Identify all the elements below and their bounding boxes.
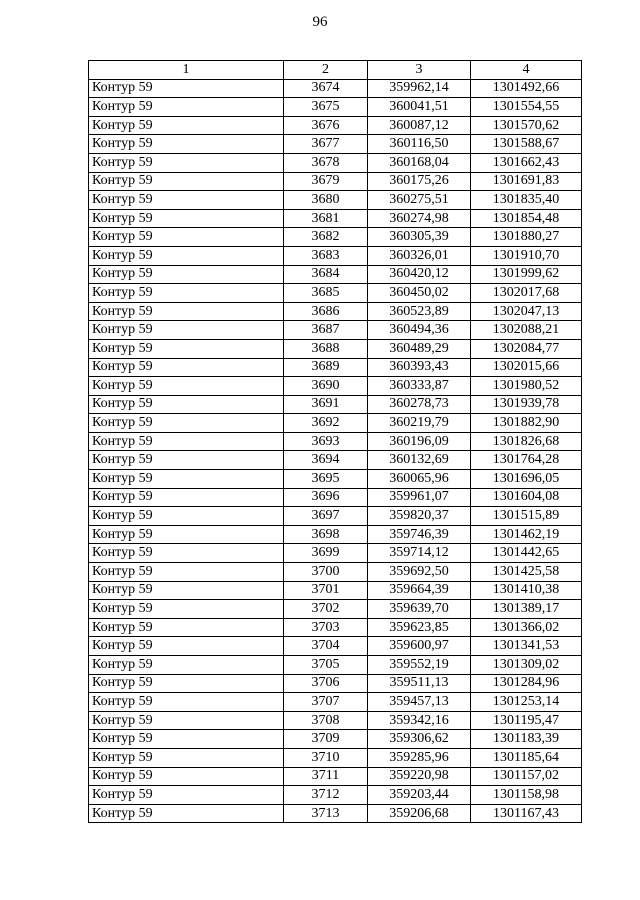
table-row	[89, 563, 582, 582]
table-header	[89, 61, 582, 80]
y-coordinate-cell: 1301462,19	[471, 525, 582, 544]
y-coordinate-cell: 1301882,90	[471, 414, 582, 433]
contour-name-cell: Контур 59	[89, 246, 284, 265]
point-number-cell: 3678	[284, 153, 368, 172]
contour-name-cell: Контур 59	[89, 674, 284, 693]
x-coordinate-cell: 360494,36	[368, 321, 471, 340]
x-coordinate-cell: 359511,13	[368, 674, 471, 693]
point-number-cell: 3700	[284, 563, 368, 582]
point-number-cell: 3693	[284, 432, 368, 451]
contour-name-cell: Контур 59	[89, 209, 284, 228]
table-row	[89, 804, 582, 823]
table-row	[89, 116, 582, 135]
point-number-cell: 3694	[284, 451, 368, 470]
point-number-cell: 3703	[284, 618, 368, 637]
point-number-cell: 3690	[284, 377, 368, 396]
point-number-cell: 3705	[284, 656, 368, 675]
contour-name-cell: Контур 59	[89, 600, 284, 619]
contour-name-cell: Контур 59	[89, 191, 284, 210]
y-coordinate-cell: 1301604,08	[471, 488, 582, 507]
contour-name-cell: Контур 59	[89, 284, 284, 303]
point-number-cell: 3699	[284, 544, 368, 563]
contour-name-cell: Контур 59	[89, 804, 284, 823]
table-row	[89, 600, 582, 619]
contour-name-cell: Контур 59	[89, 339, 284, 358]
table-row	[89, 544, 582, 563]
x-coordinate-cell: 359457,13	[368, 693, 471, 712]
x-coordinate-cell: 359203,44	[368, 786, 471, 805]
contour-name-cell: Контур 59	[89, 748, 284, 767]
y-coordinate-cell: 1301442,65	[471, 544, 582, 563]
y-coordinate-cell: 1301309,02	[471, 656, 582, 675]
table-row	[89, 748, 582, 767]
table-row	[89, 656, 582, 675]
x-coordinate-cell: 359639,70	[368, 600, 471, 619]
contour-name-cell: Контур 59	[89, 730, 284, 749]
contour-name-cell: Контур 59	[89, 228, 284, 247]
y-coordinate-cell: 1301515,89	[471, 507, 582, 526]
y-coordinate-cell: 1301588,67	[471, 135, 582, 154]
x-coordinate-cell: 360041,51	[368, 98, 471, 117]
contour-name-cell: Контур 59	[89, 488, 284, 507]
contour-name-cell: Контур 59	[89, 358, 284, 377]
y-coordinate-cell: 1301939,78	[471, 395, 582, 414]
point-number-cell: 3713	[284, 804, 368, 823]
table-row	[89, 414, 582, 433]
table-row	[89, 786, 582, 805]
y-coordinate-cell: 1301554,55	[471, 98, 582, 117]
y-coordinate-cell: 1302047,13	[471, 302, 582, 321]
table-row	[89, 395, 582, 414]
x-coordinate-cell: 360420,12	[368, 265, 471, 284]
contour-name-cell: Контур 59	[89, 618, 284, 637]
header-cell-1: 1	[89, 61, 284, 80]
y-coordinate-cell: 1302017,68	[471, 284, 582, 303]
point-number-cell: 3684	[284, 265, 368, 284]
x-coordinate-cell: 359961,07	[368, 488, 471, 507]
x-coordinate-cell: 359285,96	[368, 748, 471, 767]
y-coordinate-cell: 1301696,05	[471, 470, 582, 489]
contour-name-cell: Контур 59	[89, 98, 284, 117]
x-coordinate-cell: 359820,37	[368, 507, 471, 526]
x-coordinate-cell: 360065,96	[368, 470, 471, 489]
point-number-cell: 3686	[284, 302, 368, 321]
table-row	[89, 172, 582, 191]
x-coordinate-cell: 360196,09	[368, 432, 471, 451]
x-coordinate-cell: 360489,29	[368, 339, 471, 358]
point-number-cell: 3702	[284, 600, 368, 619]
point-number-cell: 3709	[284, 730, 368, 749]
point-number-cell: 3677	[284, 135, 368, 154]
contour-name-cell: Контур 59	[89, 767, 284, 786]
y-coordinate-cell: 1301835,40	[471, 191, 582, 210]
y-coordinate-cell: 1301366,02	[471, 618, 582, 637]
point-number-cell: 3708	[284, 711, 368, 730]
table-row	[89, 618, 582, 637]
x-coordinate-cell: 359342,16	[368, 711, 471, 730]
y-coordinate-cell: 1301410,38	[471, 581, 582, 600]
x-coordinate-cell: 360393,43	[368, 358, 471, 377]
point-number-cell: 3711	[284, 767, 368, 786]
contour-name-cell: Контур 59	[89, 711, 284, 730]
point-number-cell: 3675	[284, 98, 368, 117]
table-row	[89, 265, 582, 284]
contour-name-cell: Контур 59	[89, 414, 284, 433]
x-coordinate-cell: 360175,26	[368, 172, 471, 191]
table-row	[89, 693, 582, 712]
table-row	[89, 377, 582, 396]
table-row	[89, 153, 582, 172]
table-row	[89, 488, 582, 507]
contour-name-cell: Контур 59	[89, 302, 284, 321]
x-coordinate-cell: 359552,19	[368, 656, 471, 675]
x-coordinate-cell: 359664,39	[368, 581, 471, 600]
point-number-cell: 3674	[284, 79, 368, 98]
y-coordinate-cell: 1301183,39	[471, 730, 582, 749]
table-row	[89, 432, 582, 451]
y-coordinate-cell: 1301185,64	[471, 748, 582, 767]
x-coordinate-cell: 360274,98	[368, 209, 471, 228]
point-number-cell: 3689	[284, 358, 368, 377]
contour-name-cell: Контур 59	[89, 693, 284, 712]
y-coordinate-cell: 1301195,47	[471, 711, 582, 730]
table-row	[89, 451, 582, 470]
point-number-cell: 3681	[284, 209, 368, 228]
point-number-cell: 3682	[284, 228, 368, 247]
y-coordinate-cell: 1301662,43	[471, 153, 582, 172]
y-coordinate-cell: 1301999,62	[471, 265, 582, 284]
contour-name-cell: Контур 59	[89, 656, 284, 675]
point-number-cell: 3710	[284, 748, 368, 767]
y-coordinate-cell: 1301764,28	[471, 451, 582, 470]
x-coordinate-cell: 359600,97	[368, 637, 471, 656]
contour-name-cell: Контур 59	[89, 470, 284, 489]
table-body	[89, 79, 582, 823]
point-number-cell: 3680	[284, 191, 368, 210]
x-coordinate-cell: 360326,01	[368, 246, 471, 265]
y-coordinate-cell: 1301158,98	[471, 786, 582, 805]
contour-name-cell: Контур 59	[89, 544, 284, 563]
header-cell-2: 2	[284, 61, 368, 80]
contour-name-cell: Контур 59	[89, 507, 284, 526]
header-cell-3: 3	[368, 61, 471, 80]
x-coordinate-cell: 359692,50	[368, 563, 471, 582]
y-coordinate-cell: 1301284,96	[471, 674, 582, 693]
contour-name-cell: Контур 59	[89, 395, 284, 414]
header-cell-4: 4	[471, 61, 582, 80]
x-coordinate-cell: 359220,98	[368, 767, 471, 786]
contour-name-cell: Контур 59	[89, 581, 284, 600]
y-coordinate-cell: 1301425,58	[471, 563, 582, 582]
x-coordinate-cell: 360219,79	[368, 414, 471, 433]
y-coordinate-cell: 1301157,02	[471, 767, 582, 786]
y-coordinate-cell: 1301826,68	[471, 432, 582, 451]
y-coordinate-cell: 1301389,17	[471, 600, 582, 619]
y-coordinate-cell: 1301880,27	[471, 228, 582, 247]
x-coordinate-cell: 360132,69	[368, 451, 471, 470]
table-row	[89, 674, 582, 693]
x-coordinate-cell: 360523,89	[368, 302, 471, 321]
table-row	[89, 358, 582, 377]
table-row	[89, 339, 582, 358]
header-row	[89, 61, 582, 80]
point-number-cell: 3691	[284, 395, 368, 414]
table-row	[89, 135, 582, 154]
contour-name-cell: Контур 59	[89, 451, 284, 470]
point-number-cell: 3692	[284, 414, 368, 433]
table-row	[89, 284, 582, 303]
table-row	[89, 525, 582, 544]
point-number-cell: 3676	[284, 116, 368, 135]
table-row	[89, 191, 582, 210]
y-coordinate-cell: 1301980,52	[471, 377, 582, 396]
contour-name-cell: Контур 59	[89, 135, 284, 154]
contour-name-cell: Контур 59	[89, 321, 284, 340]
y-coordinate-cell: 1301253,14	[471, 693, 582, 712]
y-coordinate-cell: 1302015,66	[471, 358, 582, 377]
x-coordinate-cell: 359962,14	[368, 79, 471, 98]
contour-name-cell: Контур 59	[89, 786, 284, 805]
y-coordinate-cell: 1302088,21	[471, 321, 582, 340]
y-coordinate-cell: 1301167,43	[471, 804, 582, 823]
point-number-cell: 3688	[284, 339, 368, 358]
x-coordinate-cell: 360278,73	[368, 395, 471, 414]
point-number-cell: 3707	[284, 693, 368, 712]
point-number-cell: 3704	[284, 637, 368, 656]
contour-name-cell: Контур 59	[89, 79, 284, 98]
point-number-cell: 3701	[284, 581, 368, 600]
table-row	[89, 302, 582, 321]
point-number-cell: 3687	[284, 321, 368, 340]
x-coordinate-cell: 360116,50	[368, 135, 471, 154]
table-row	[89, 321, 582, 340]
point-number-cell: 3695	[284, 470, 368, 489]
table-row	[89, 711, 582, 730]
point-number-cell: 3698	[284, 525, 368, 544]
x-coordinate-cell: 360275,51	[368, 191, 471, 210]
x-coordinate-cell: 359746,39	[368, 525, 471, 544]
x-coordinate-cell: 359714,12	[368, 544, 471, 563]
y-coordinate-cell: 1301854,48	[471, 209, 582, 228]
contour-name-cell: Контур 59	[89, 116, 284, 135]
point-number-cell: 3696	[284, 488, 368, 507]
x-coordinate-cell: 360087,12	[368, 116, 471, 135]
y-coordinate-cell: 1301341,53	[471, 637, 582, 656]
y-coordinate-cell: 1301492,66	[471, 79, 582, 98]
y-coordinate-cell: 1302084,77	[471, 339, 582, 358]
x-coordinate-cell: 359306,62	[368, 730, 471, 749]
point-number-cell: 3712	[284, 786, 368, 805]
contour-name-cell: Контур 59	[89, 637, 284, 656]
table-row	[89, 637, 582, 656]
table-row	[89, 730, 582, 749]
table-row	[89, 98, 582, 117]
contour-name-cell: Контур 59	[89, 432, 284, 451]
contour-name-cell: Контур 59	[89, 172, 284, 191]
table-row	[89, 246, 582, 265]
x-coordinate-cell: 360168,04	[368, 153, 471, 172]
x-coordinate-cell: 359623,85	[368, 618, 471, 637]
y-coordinate-cell: 1301910,70	[471, 246, 582, 265]
table-row	[89, 581, 582, 600]
contour-name-cell: Контур 59	[89, 153, 284, 172]
y-coordinate-cell: 1301570,62	[471, 116, 582, 135]
table-row	[89, 507, 582, 526]
contour-name-cell: Контур 59	[89, 525, 284, 544]
x-coordinate-cell: 359206,68	[368, 804, 471, 823]
x-coordinate-cell: 360333,87	[368, 377, 471, 396]
contour-name-cell: Контур 59	[89, 563, 284, 582]
table-row	[89, 470, 582, 489]
page-number: 96	[312, 14, 328, 30]
table-row	[89, 767, 582, 786]
point-number-cell: 3683	[284, 246, 368, 265]
point-number-cell: 3679	[284, 172, 368, 191]
point-number-cell: 3706	[284, 674, 368, 693]
y-coordinate-cell: 1301691,83	[471, 172, 582, 191]
contour-name-cell: Контур 59	[89, 265, 284, 284]
coordinates-table	[88, 60, 582, 823]
x-coordinate-cell: 360305,39	[368, 228, 471, 247]
table-row	[89, 79, 582, 98]
contour-name-cell: Контур 59	[89, 377, 284, 396]
point-number-cell: 3685	[284, 284, 368, 303]
table-row	[89, 209, 582, 228]
point-number-cell: 3697	[284, 507, 368, 526]
x-coordinate-cell: 360450,02	[368, 284, 471, 303]
table-row	[89, 228, 582, 247]
